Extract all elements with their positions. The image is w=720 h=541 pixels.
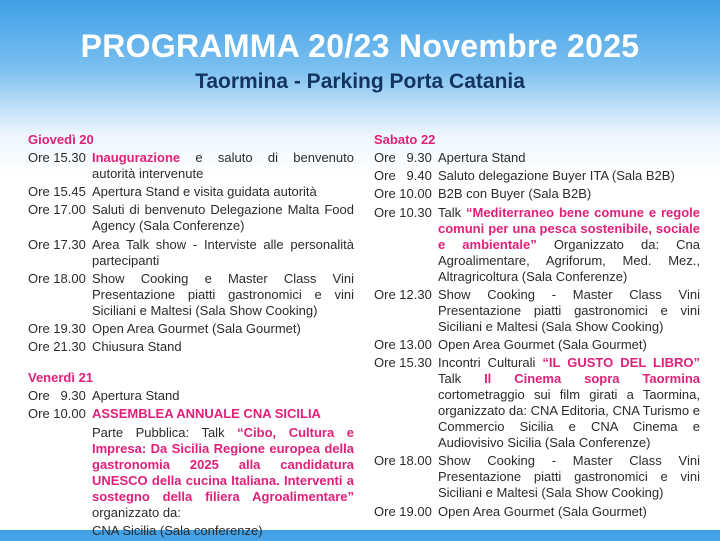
entry-text: CNA Sicilia (Sala conferenze) (92, 522, 263, 538)
entry-text: cortometraggio sui film girati a Taormina, organizzato da: CNA Editoria, CNA Turismo e Commercio Sicilia e CNA Cinema e Audiovisivo Sicilia (Sala Conferenze) (438, 387, 700, 451)
entry-text: Chiusura Stand (92, 339, 182, 355)
entry-time (28, 425, 92, 521)
entry-time: Ore 13.00 (374, 336, 432, 352)
entry-description (438, 504, 700, 520)
entry-time: Ore 9.30 (28, 388, 86, 404)
header (0, 26, 720, 96)
entry-text: Apertura Stand (92, 388, 180, 404)
entry-text: Saluto delegazione Buyer ITA (Sala B2B) (438, 168, 675, 184)
entry-description (92, 406, 354, 422)
schedule-entry (374, 150, 700, 166)
entry-description (438, 453, 700, 501)
entry-time: Ore 15.45 (28, 184, 86, 200)
entry-time: Ore 9.40 (374, 168, 432, 184)
entry-highlight: Inaugurazione (92, 150, 181, 165)
entry-description (92, 425, 354, 521)
entry-text: e saluto di benvenuto autorità intervenute (92, 150, 354, 181)
entry-highlight: “IL GUSTO DEL LIBRO” (542, 355, 700, 371)
entry-text: Open Area Gourmet (Sala Gourmet) (438, 336, 647, 352)
entry-highlight: “Mediterraneo bene comune e regole comuni per una pesca sostenibile, sociale e ambientale” (438, 204, 700, 252)
day-heading: Sabato 22 (374, 132, 436, 147)
entry-text: Talk (438, 371, 485, 387)
schedule-entry (374, 205, 700, 285)
entry-text: Area Talk show - Interviste alle personalità partecipanti (92, 236, 354, 268)
schedule-entry (374, 168, 700, 184)
entry-text: Show Cooking - Master Class Vini Presentazione piatti gastronomici e vini Siciliani e Maltesi (Sala Show Cooking) (438, 453, 700, 501)
schedule-entry (374, 453, 700, 501)
schedule-entry (28, 237, 354, 269)
schedule-entry (28, 150, 354, 182)
entry-text: Organizzato da: Cna Agroalimentare, Agriforum, Med. Mez., Altragricoltura (Sala Conferenze) (438, 236, 700, 284)
schedule-entry (28, 184, 354, 200)
entry-highlight: Il Cinema sopra Taormina (484, 371, 701, 387)
entry-description (92, 184, 354, 200)
entry-description (438, 150, 700, 166)
left-column (28, 131, 354, 541)
entry-text: Open Area Gourmet (Sala Gourmet) (92, 320, 301, 336)
day-heading: Giovedì 20 (28, 132, 94, 147)
entry-text: Parte Pubblica: Talk (92, 424, 238, 440)
entry-time: Ore 15.30 (374, 355, 432, 371)
schedule-entry (374, 287, 700, 335)
schedule-entry (374, 355, 700, 451)
entry-description (92, 271, 354, 319)
entry-time: Ore 15.30 (28, 150, 86, 165)
entry-description (438, 186, 700, 202)
schedule-entry (374, 186, 700, 202)
entry-description (92, 388, 354, 404)
entry-text: Show Cooking e Master Class Vini Presentazione piatti gastronomici e vini Siciliani e Maltesi (Sala Show Cooking) (92, 270, 354, 318)
entry-text: B2B con Buyer (Sala B2B) (438, 186, 592, 202)
entry-text: Apertura Stand (438, 150, 526, 165)
day-block-venerdi (28, 369, 354, 539)
entry-time: Ore 18.00 (28, 270, 86, 286)
entry-text: Incontri Culturali (438, 355, 543, 371)
entry-text: Open Area Gourmet (Sala Gourmet) (438, 503, 647, 519)
schedule-entry (28, 321, 354, 337)
schedule-entry (28, 406, 354, 422)
entry-description (438, 337, 700, 353)
entry-time: Ore 10.00 (374, 186, 432, 202)
schedule-entry (374, 337, 700, 353)
page-subtitle: Taormina - Parking Porta Catania (195, 70, 525, 93)
entry-time (28, 523, 92, 539)
entry-description (92, 523, 354, 539)
entry-description (438, 168, 700, 184)
entry-description (92, 237, 354, 269)
entry-text: Talk (438, 204, 466, 220)
entry-time: Ore 17.30 (28, 236, 86, 252)
schedule-entry (28, 425, 354, 521)
entry-text: Saluti di benvenuto Delegazione Malta Food Agency (Sala Conferenze) (92, 202, 354, 234)
entry-text: Show Cooking - Master Class Vini Presentazione piatti gastronomici e vini Siciliani e Maltesi (Sala Show Cooking) (438, 286, 700, 334)
entry-time: Ore 10.30 (374, 204, 432, 220)
entry-time: Ore 17.00 (28, 202, 86, 218)
entry-time: Ore 10.00 (28, 406, 86, 422)
entry-description (92, 150, 354, 182)
entry-time: Ore 9.30 (374, 150, 432, 165)
entry-time: Ore 21.30 (28, 339, 86, 355)
entry-time: Ore 18.00 (374, 453, 432, 469)
entry-time: Ore 12.30 (374, 286, 432, 302)
entry-description (92, 339, 354, 355)
day-block-sabato (374, 131, 700, 520)
entry-highlight: ASSEMBLEA ANNUALE CNA SICILIA (92, 406, 321, 422)
right-column (374, 131, 700, 522)
entry-description (438, 205, 700, 285)
day-block-giovedi (28, 131, 354, 355)
schedule-entry (28, 388, 354, 404)
day-heading: Venerdì 21 (28, 370, 94, 386)
entry-description (92, 321, 354, 337)
entry-description (438, 287, 700, 335)
entry-text: organizzato da: (92, 504, 181, 520)
entry-description (92, 202, 354, 234)
entry-highlight: “Cibo, Cultura e Impresa: Da Sicilia Regione europea della gastronomia 2025 alla candidatura UNESCO della cucina Italiana. Interventi a sostegno della filiera Agroalimentare” (92, 424, 354, 504)
entry-description (438, 355, 700, 451)
schedule-entry (28, 271, 354, 319)
entry-text: Apertura Stand e visita guidata autorità (92, 184, 317, 200)
schedule-entry (28, 202, 354, 234)
schedule-entry (374, 504, 700, 520)
entry-time: Ore 19.00 (374, 503, 432, 519)
schedule-entry (28, 523, 354, 539)
entry-time: Ore 19.30 (28, 320, 86, 336)
page-title: PROGRAMMA 20/23 Novembre 2025 (80, 28, 640, 64)
schedule-entry (28, 339, 354, 355)
